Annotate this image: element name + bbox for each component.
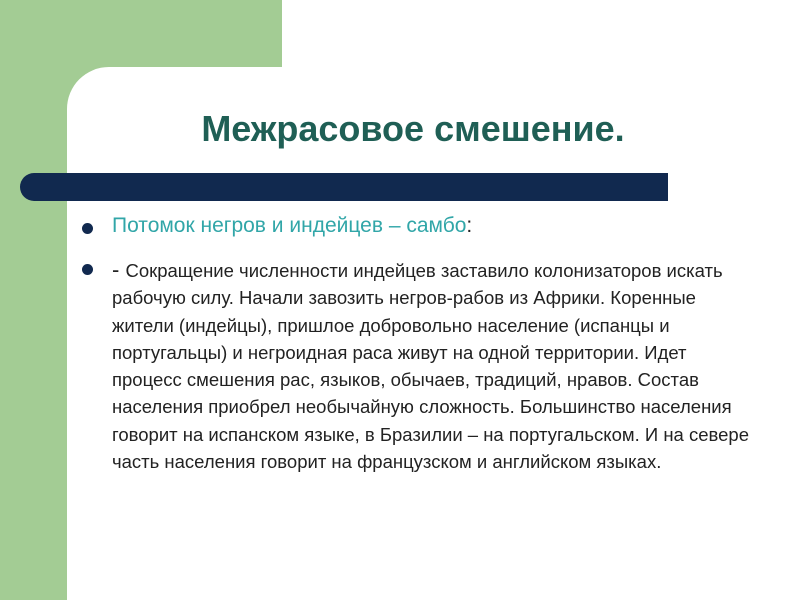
title-underline-bar	[20, 173, 668, 201]
bullet-icon	[82, 264, 93, 275]
body-paragraph: Сокращение численности индейцев заставило колонизаторов искать рабочую силу. Начали завозить негров-рабов из Африки. Коренные жители (индейцы), пришлое добровольно население (испанцы и португальцы) и негроидная раса живут на одной территории. Идет процесс смешения рас, языков, обычаев, традиций, нравов. Состав населения приобрел необычайную сложность. Большинство населения говорит на испанском языке, в Бразилии – на португальском. И на севере часть населения говорит на французском и английском языках.	[112, 260, 749, 473]
subtitle-colon: :	[466, 214, 473, 237]
bullet-icon	[82, 223, 93, 234]
slide-title: Межрасовое смешение.	[201, 108, 625, 149]
bullet-subtitle	[112, 214, 472, 238]
subtitle-text: Потомок негров и индейцев – самбо	[112, 214, 467, 237]
bullet-body	[112, 256, 752, 475]
body-dash: -	[112, 257, 126, 282]
